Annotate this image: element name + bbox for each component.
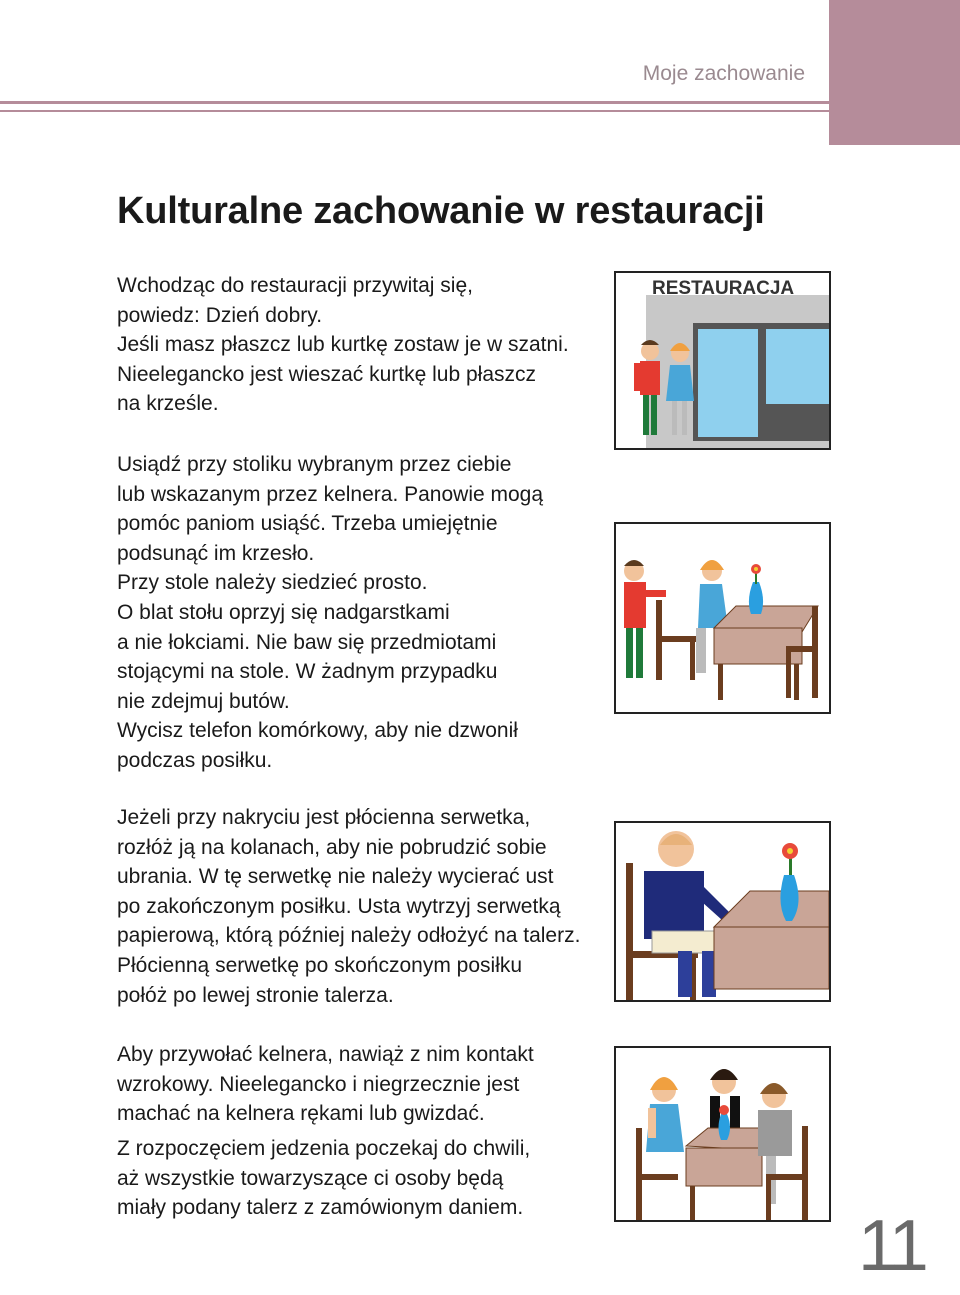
paragraph-sitting [117,450,543,776]
text-line: powiedz: Dzień dobry. [117,303,323,327]
illustration-group-with-waiter [614,1046,831,1222]
text-line: lub wskazanym przez kelnera. Panowie mogą [117,482,544,506]
text-line: połóż po lewej stronie talerza. [117,983,394,1007]
text-line: na krześle. [117,392,219,416]
text-line: Usiądź przy stoliku wybranym przez ciebie [117,453,512,476]
paragraph-waiting [117,1134,530,1223]
text-line: Wchodząc do restauracji przywitaj się, [117,274,473,297]
paragraph-napkin [117,803,580,1010]
text-line: Jeśli masz płaszcz lub kurtkę zostaw je w szatni. [117,333,569,357]
man-with-napkin-drawing [616,823,829,1000]
illustration-couple-at-table [614,522,831,714]
text-line: po zakończonym posiłku. Usta wytrzyj serwetką [117,894,561,918]
text-line: miały podany talerz z zamówionym daniem. [117,1196,524,1220]
restaurant-sign: RESTAURACJA [652,278,795,299]
text-line: Z rozpoczęciem jedzenia poczekaj do chwili, [117,1137,531,1160]
couple-at-table-drawing [616,524,829,712]
text-line: Przy stole należy siedzieć prosto. [117,571,428,595]
corner-accent-block [829,0,960,145]
text-line: rozłóż ją na kolanach, aby nie pobrudzić sobie [117,835,547,859]
text-line: podczas posiłku. [117,748,273,772]
text-line: podsunąć im krzesło. [117,541,315,565]
restaurant-entrance-drawing [616,273,829,448]
illustration-restaurant-entrance [614,271,831,450]
paragraph-entering [117,271,569,419]
text-line: pomóc paniom usiąść. Trzeba umiejętnie [117,512,498,536]
text-line: Płócienną serwetkę po skończonym posiłku [117,953,523,977]
text-line: machać na kelnera rękami lub gwizdać. [117,1102,485,1126]
text-line: aż wszystkie towarzyszące ci osoby będą [117,1166,504,1190]
header-rule-top [0,101,829,104]
illustration-man-with-napkin [614,821,831,1002]
running-header: Moje zachowanie [642,62,805,85]
page-number: 11 [858,1206,925,1286]
text-line: Jeżeli przy nakryciu jest płócienna serwetka, [117,806,531,829]
text-line: Wycisz telefon komórkowy, aby nie dzwonił [117,719,518,743]
text-line: Nieelegancko jest wieszać kurtkę lub płaszcz [117,362,537,386]
header-rule-bottom [0,110,829,112]
text-line: a nie łokciami. Nie baw się przedmiotami [117,630,497,654]
text-line: stojącymi na stole. W żadnym przypadku [117,660,498,684]
text-line: wzrokowy. Nieelegancko i niegrzecznie jest [117,1072,520,1096]
text-line: Aby przywołać kelnera, nawiąż z nim kontakt [117,1043,534,1066]
paragraph-waiter [117,1040,534,1129]
text-line: papierową, którą później należy odłożyć na talerz. [117,924,581,948]
text-line: ubrania. W tę serwetkę nie należy wycierać ust [117,865,554,889]
page-title: Kulturalne zachowanie w restauracji [117,190,765,232]
text-line: nie zdejmuj butów. [117,689,290,713]
group-with-waiter-drawing [616,1048,829,1220]
text-line: O blat stołu oprzyj się nadgarstkami [117,600,450,624]
